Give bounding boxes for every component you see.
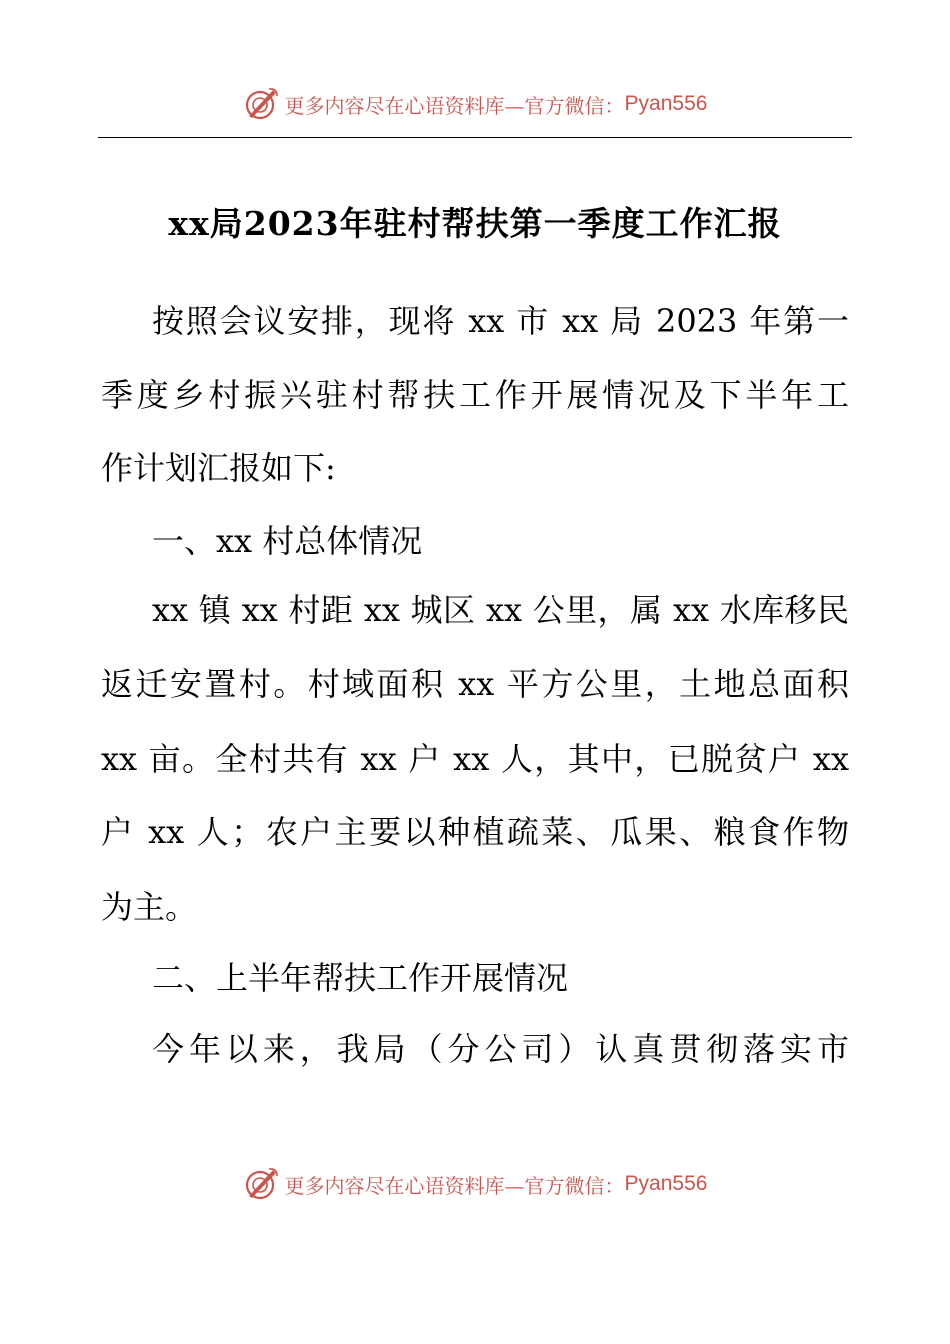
quill-circle-icon	[243, 1166, 279, 1202]
body-line: xx 亩。全村共有 xx 户 xx 人，其中，已脱贫户 xx	[101, 740, 849, 778]
body-line: xx 镇 xx 村距 xx 城区 xx 公里，属 xx 水库移民	[152, 591, 849, 629]
watermark-id: Pyan556	[624, 92, 708, 115]
quill-circle-icon	[243, 86, 279, 122]
body-line: 户 xx 人；农户主要以种植疏菜、瓜果、粮食作物	[101, 813, 849, 851]
body-line: 今年以来，我局（分公司）认真贯彻落实市	[152, 1030, 849, 1068]
watermark-id: Pyan556	[624, 1172, 708, 1195]
watermark-text: 更多内容尽在心语资料库—官方微信：	[284, 93, 625, 118]
body-line: 按照会议安排，现将 xx 市 xx 局 2023 年第一	[152, 302, 849, 340]
body-line: 为主。	[101, 888, 198, 926]
body-line: 返迁安置村。村域面积 xx 平方公里，土地总面积	[101, 665, 849, 703]
header-watermark	[0, 82, 950, 126]
watermark-text: 更多内容尽在心语资料库—官方微信：	[284, 1173, 625, 1198]
section-heading: 二、上半年帮扶工作开展情况	[152, 959, 569, 997]
document-title: xx局2023年驻村帮扶第一季度工作汇报	[168, 204, 782, 243]
body-line: 作计划汇报如下:	[101, 449, 336, 487]
header-rule	[98, 137, 852, 138]
section-heading: 一、xx 村总体情况	[152, 522, 423, 560]
footer-watermark	[0, 1162, 950, 1206]
body-line: 季度乡村振兴驻村帮扶工作开展情况及下半年工	[101, 376, 849, 414]
